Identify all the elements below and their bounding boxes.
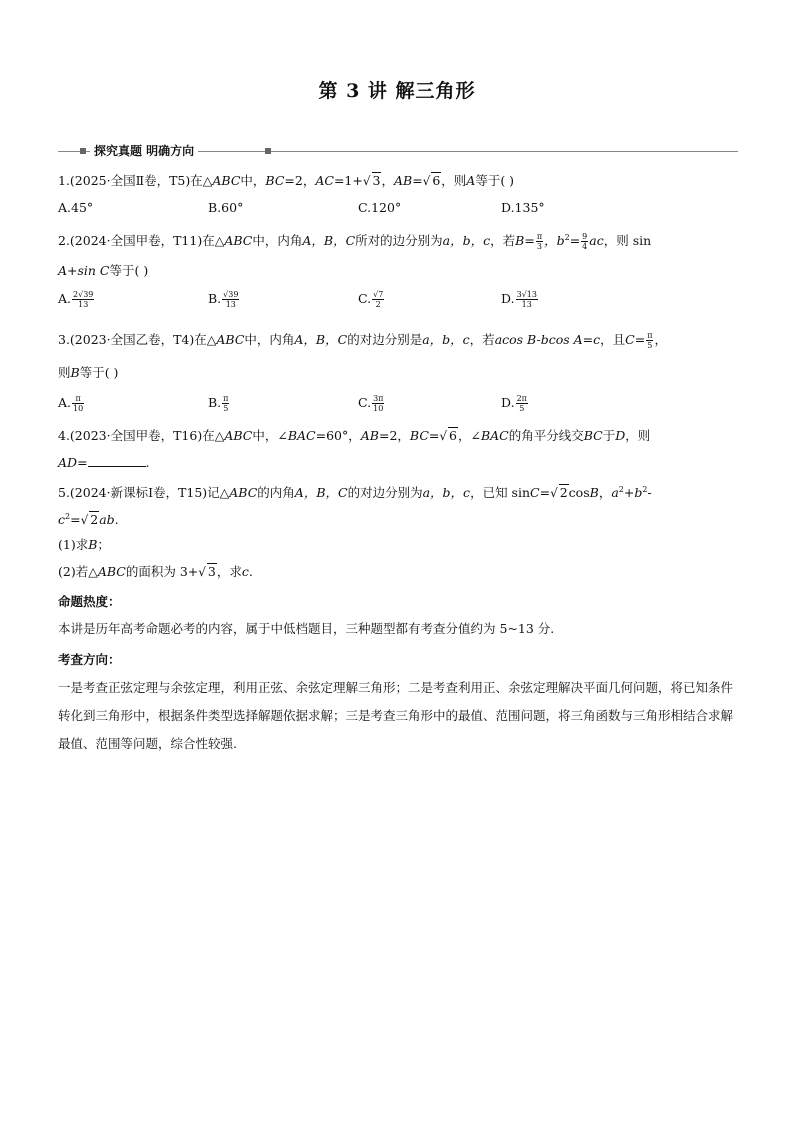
heat-heading: 命题热度： (58, 594, 121, 609)
q3-option-a: A. $\frac{\pi}{10}$ (58, 394, 84, 413)
q3-option-c: C. $\frac{3\pi}{10}$ (358, 394, 384, 413)
fraction: $\frac{\pi}{5}$ (647, 331, 653, 350)
sqrt-icon: √ (362, 174, 371, 188)
sqrt-icon: √ (550, 486, 558, 501)
question-5-part-1: (1)求B； (58, 537, 110, 552)
question-5-part-2: (2)若△ABC的面积为 3+√ 3，求c. (58, 564, 253, 579)
section-label: 探究真题 明确方向 (90, 143, 198, 160)
fraction: $\frac{\pi}{3}$ (536, 232, 543, 252)
question-3-line-1: 3.(2023·全国乙卷，T4)在△ABC中，内角A，B，C的对边分别是a，b，c，若acos B-bcos A=c，且C= $\frac{\pi}{5}$ ， (58, 331, 667, 350)
q3-option-b: B. $\frac{\pi}{5}$ (208, 394, 229, 413)
q2-option-b: B. $\frac{√39}{13}$ (208, 290, 239, 309)
q1-option-b: B.60° (208, 200, 244, 215)
fraction: $\frac{9}{4}$ (582, 232, 588, 252)
page-title: 第 3 讲 解三角形 (318, 80, 476, 102)
direction-text: 一是考查正弦定理与余弦定理，利用正弦、余弦定理解三角形；二是考查利用正、余弦定理解决平面几何问题，将已知条件转化到三角形中，根据条件类型选择解题依据求解；三是考查三角形中的最值、范围问题，将三角函数与三角形相结合求解最值、范围等问题，综合性较强. (58, 680, 734, 751)
sqrt-icon: √ (439, 429, 448, 443)
q2-option-c: C. $\frac{√7}{2}$ (358, 290, 384, 309)
question-5-line-2: $c^2=√$ 2ab. (58, 512, 119, 528)
question-5-line-1: 5.(2024·新课标Ⅰ卷，T15)记△ABC的内角A，B，C的对边分别为a，b，c，已知 sinC=√ 2cosB，$a^2+b^2-$ (58, 485, 652, 501)
question-1: 1.(2025·全国Ⅱ卷，T5)在△ABC中，BC=2，AC=1+√ 3，AB=√ 6，则A等于( ) (58, 173, 515, 188)
sqrt-icon: √ (80, 513, 89, 528)
section-header (58, 143, 738, 161)
question-2-line-2: A+sin C等于( ) (58, 263, 149, 278)
sqrt-icon: √ (198, 565, 206, 579)
heat-text: 本讲是历年高考命题必考的内容，属于中低档题目，三种题型都有考查分值约为 5~13 分. (58, 621, 555, 636)
direction-heading: 考查方向： (58, 652, 121, 667)
sqrt-icon: √ (422, 174, 431, 188)
square-bullet-icon (265, 148, 271, 154)
square-bullet-icon (80, 148, 86, 154)
q1-option-a: A.45° (58, 200, 94, 215)
q1-option-d: D.135° (501, 200, 545, 215)
question-4-line-2: AD= . (58, 455, 150, 470)
q3-option-d: D. $\frac{2\pi}{5}$ (501, 394, 527, 413)
q2-option-a: A. $\frac{2√39}{13}$ (58, 290, 94, 309)
answer-blank[interactable] (88, 454, 146, 467)
question-4-line-1: 4.(2023·全国甲卷，T16)在△ABC中，∠BAC=60°，AB=2，BC=√ 6，∠BAC的角平分线交BC于D，则 (58, 428, 651, 443)
q1-option-c: C.120° (358, 200, 402, 215)
q2-option-d: D. $\frac{3√13}{13}$ (501, 290, 537, 309)
question-3-line-2: 则B等于( ) (58, 365, 119, 380)
question-2-line-1: 2.(2024·全国甲卷，T11)在△ABC中，内角A，B，C所对的边分别为a，b，c，若B= $\frac{\pi}{3}$ ，$b^2=$ $\frac{9}{4}$ ac，则 sin (58, 232, 652, 252)
